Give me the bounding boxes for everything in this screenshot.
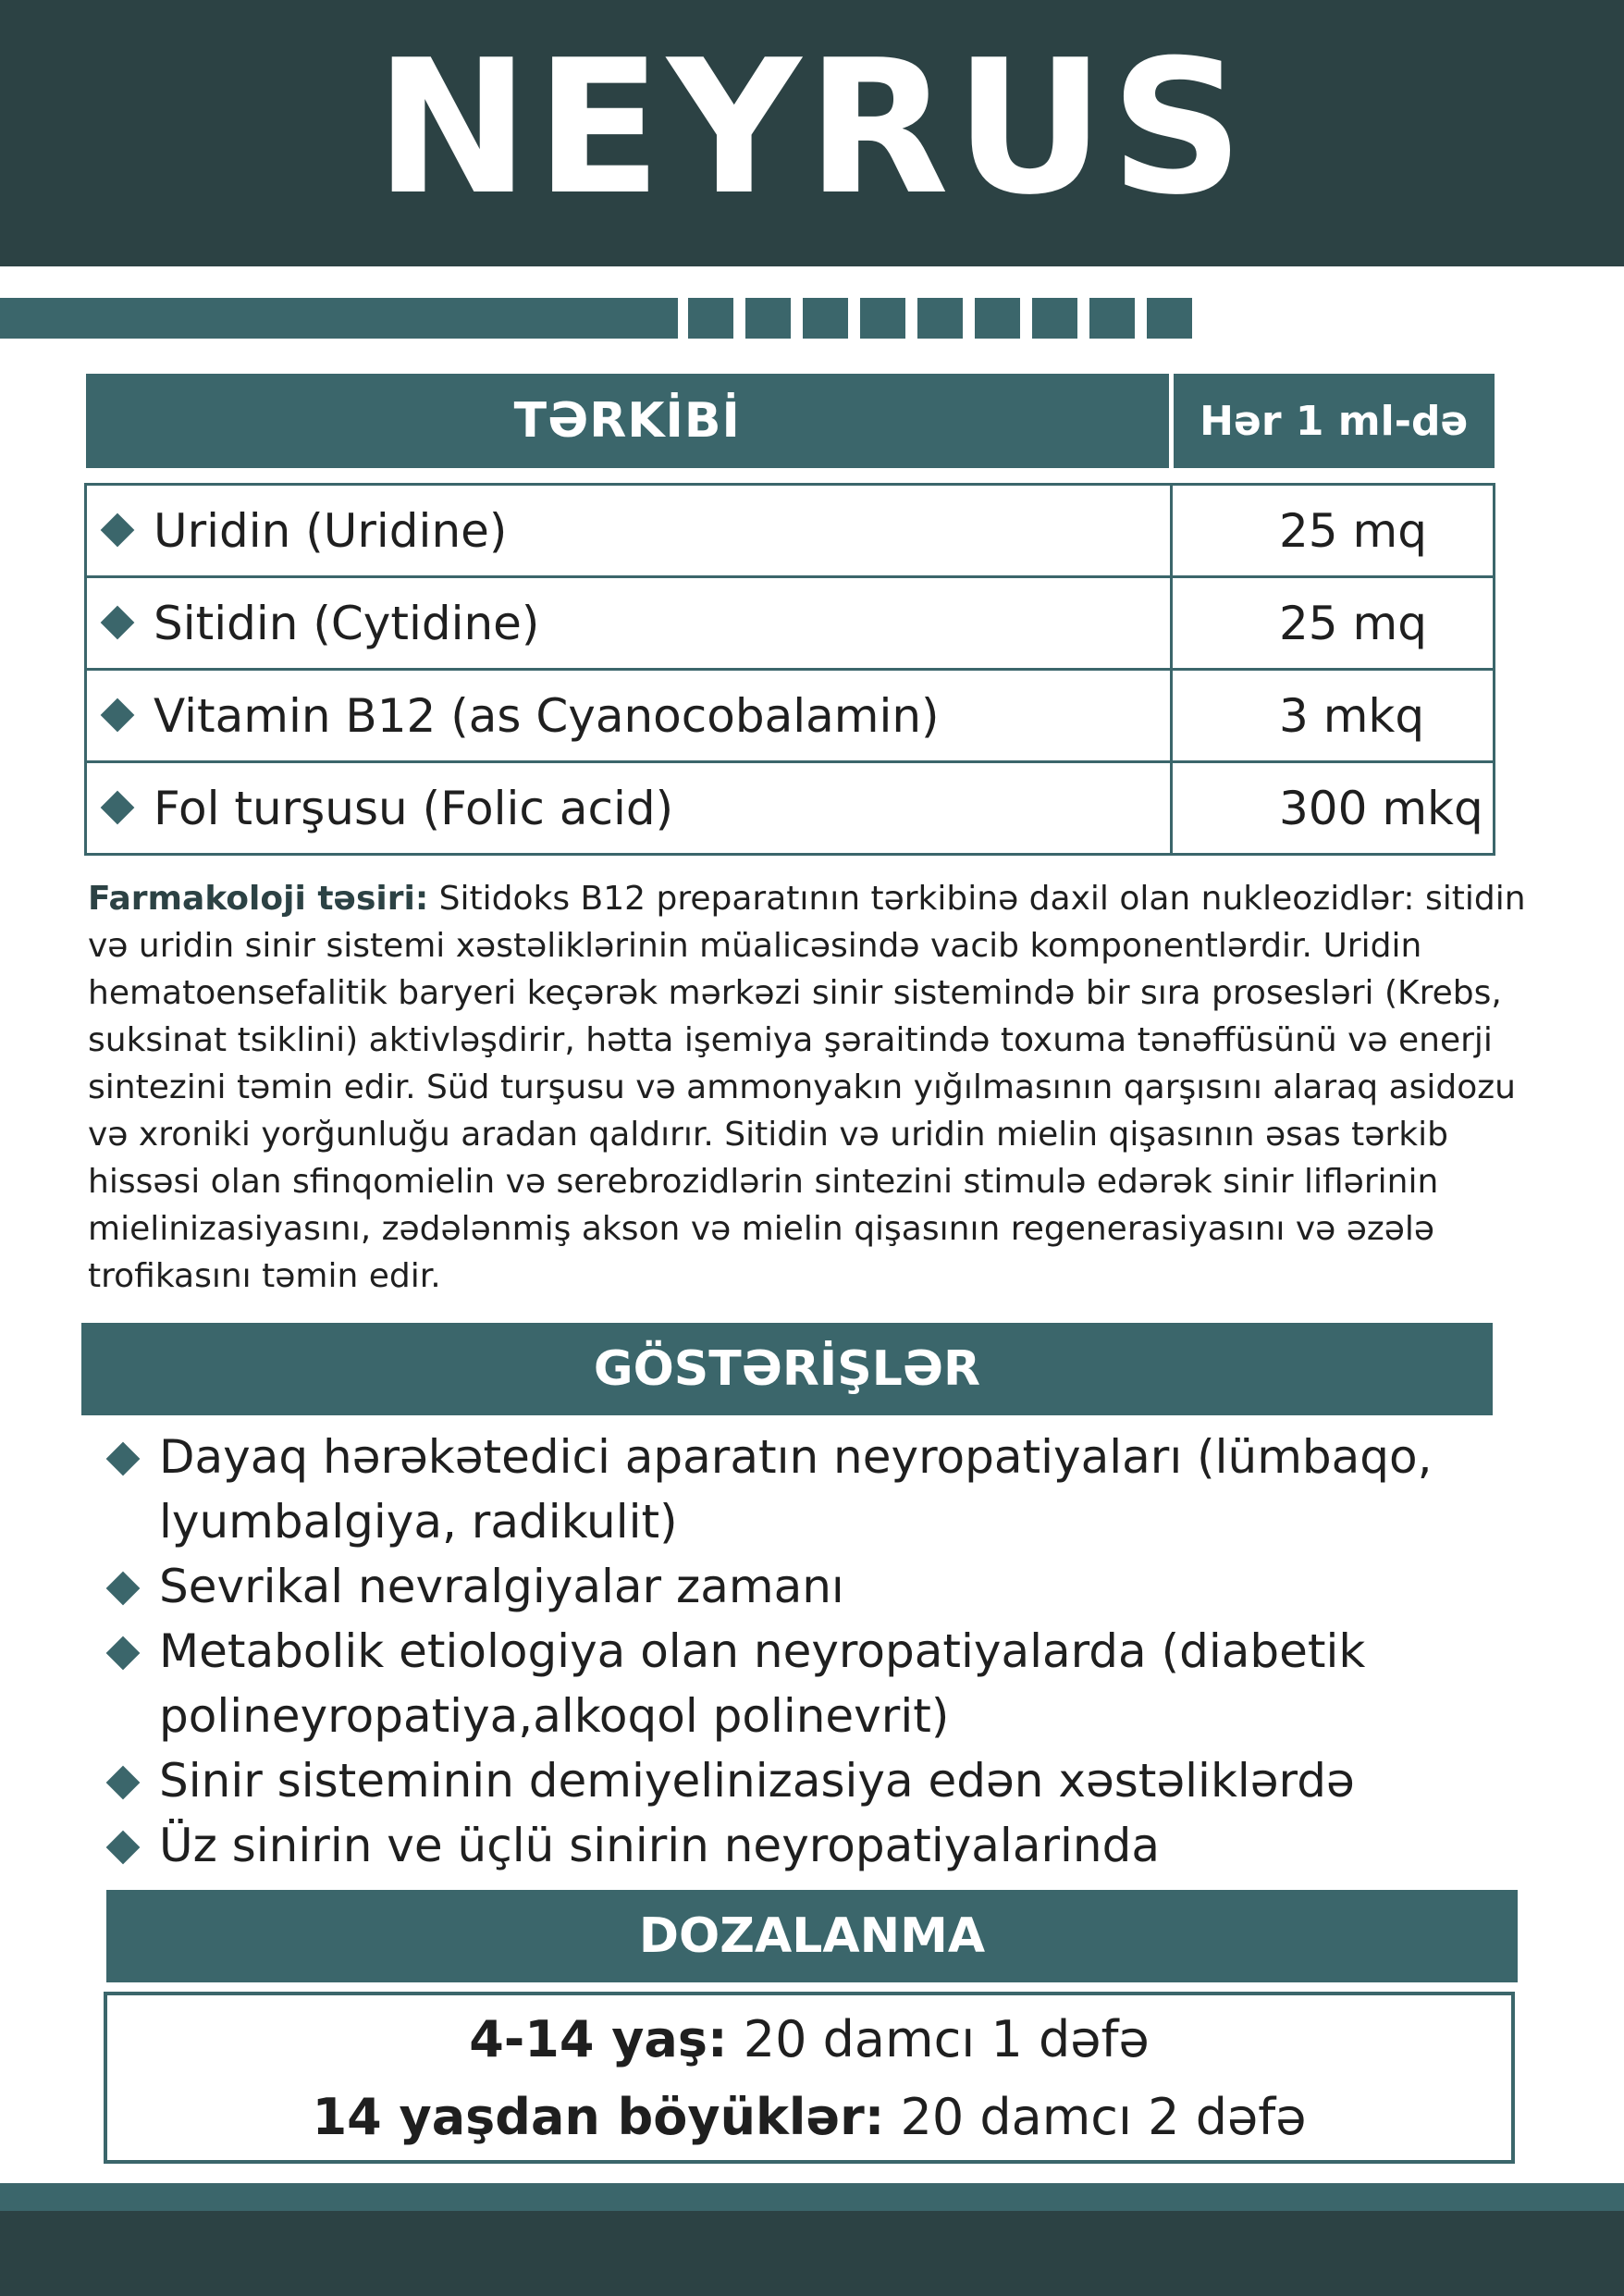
pharmacology-paragraph — [88, 875, 1549, 1300]
diamond-bullet-icon — [101, 791, 135, 825]
decor-square — [803, 298, 848, 339]
table-row — [86, 762, 1495, 855]
header-band — [0, 0, 1624, 266]
diamond-bullet-icon — [101, 606, 135, 640]
decor-square — [917, 298, 963, 339]
list-item — [104, 1813, 1546, 1878]
diamond-bullet-icon — [106, 1636, 141, 1671]
ingredient-name: Sitidin (Cytidine) — [154, 596, 540, 650]
indication-text: Sinir sisteminin demiyelinizasiya edən xəstəliklərdə — [159, 1754, 1355, 1808]
ingredient-name: Uridin (Uridine) — [154, 503, 508, 558]
pharmacology-text: Sitidoks B12 preparatının tərkibinə daxil olan nukleozidlər: sitidin və uridin sinir sistemi xəstəliklərinin müalicəsində vacib komponentlərdir. Uridin hematoensefalitik baryeri keçərək mərkəzi sinir sistemində bir sıra prosesləri (Krebs, suksinat tsiklini) aktivləşdirir, hətta işemiya şəraitində toxuma tənəffüsünü və enerji sintezini təmin edir. Süd turşusu və ammonyakın yığılmasının qarşısını alaraq asidozu və xroniki yorğunluğu aradan qaldırır. Sitidin və uridin mielin qişasının əsas tərkib hissəsi olan sfinqomielin və serebrozidlərin sintezini stimulə edərək sinir liflərinin mielinizasiyasını, zədələnmiş akson və mielin qişasının regenerasiyasını və əzələ trofikasını təmin edir. — [88, 880, 1526, 1295]
indications-list — [104, 1425, 1546, 1878]
dosage-heading: DOZALANMA — [106, 1890, 1518, 1982]
dosage-line — [107, 2079, 1511, 2156]
indication-text: Üz sinirin ve üçlü sinirin neyropatiyalarinda — [159, 1819, 1160, 1872]
diamond-bullet-icon — [106, 1572, 141, 1606]
diamond-bullet-icon — [101, 513, 135, 548]
decor-square — [975, 298, 1020, 339]
indication-text: Dayaq hərəkətedici aparatın neyropatiyaları (lümbaqo, lyumbalgiya, radikulit) — [159, 1430, 1433, 1549]
ingredient-amount: 3 mkq — [1172, 670, 1495, 762]
composition-header-amount: Hər 1 ml-də — [1172, 374, 1495, 468]
dosage-box — [104, 1992, 1515, 2164]
diamond-bullet-icon — [106, 1442, 141, 1476]
decor-square — [1089, 298, 1135, 339]
brand-title: NEYRUS — [375, 20, 1249, 236]
decor-square — [860, 298, 905, 339]
indication-text: Sevrikal nevralgiyalar zamanı — [159, 1560, 844, 1613]
list-item — [104, 1425, 1546, 1554]
decorative-squares — [688, 298, 1192, 339]
dosage-value: 20 damcı 2 dəfə — [884, 2088, 1307, 2146]
ingredient-amount: 300 mkq — [1172, 762, 1495, 855]
composition-table — [84, 374, 1495, 856]
decor-square — [688, 298, 733, 339]
footer-band — [0, 2211, 1624, 2296]
pharmacology-label: Farmakoloji təsiri: — [88, 880, 429, 918]
ingredient-amount: 25 mq — [1172, 577, 1495, 670]
list-item — [104, 1748, 1546, 1813]
composition-header-name: TƏRKİBİ — [86, 374, 1172, 468]
dosage-age-label: 14 yaşdan böyüklər: — [312, 2088, 885, 2146]
decorative-stripe — [0, 298, 678, 339]
decor-square — [1147, 298, 1192, 339]
dosage-value: 20 damcı 1 dəfə — [727, 2010, 1150, 2068]
indications-heading: GÖSTƏRİŞLƏR — [81, 1323, 1493, 1415]
table-row — [86, 485, 1495, 577]
ingredient-amount: 25 mq — [1172, 485, 1495, 577]
dosage-line — [107, 2001, 1511, 2079]
indication-text: Metabolik etiologiya olan neyropatiyalarda (diabetik polineyropatiya,alkoqol polinevrit) — [159, 1624, 1366, 1743]
dosage-age-label: 4-14 yaş: — [469, 2010, 728, 2068]
list-item — [104, 1554, 1546, 1619]
decor-square — [745, 298, 791, 339]
diamond-bullet-icon — [106, 1831, 141, 1865]
table-row — [86, 670, 1495, 762]
ingredient-name: Fol turşusu (Folic acid) — [154, 781, 674, 835]
list-item — [104, 1619, 1546, 1748]
footer-stripe — [0, 2183, 1624, 2211]
table-row — [86, 577, 1495, 670]
diamond-bullet-icon — [101, 698, 135, 733]
ingredient-name: Vitamin B12 (as Cyanocobalamin) — [154, 688, 940, 743]
diamond-bullet-icon — [106, 1766, 141, 1800]
decor-square — [1032, 298, 1077, 339]
